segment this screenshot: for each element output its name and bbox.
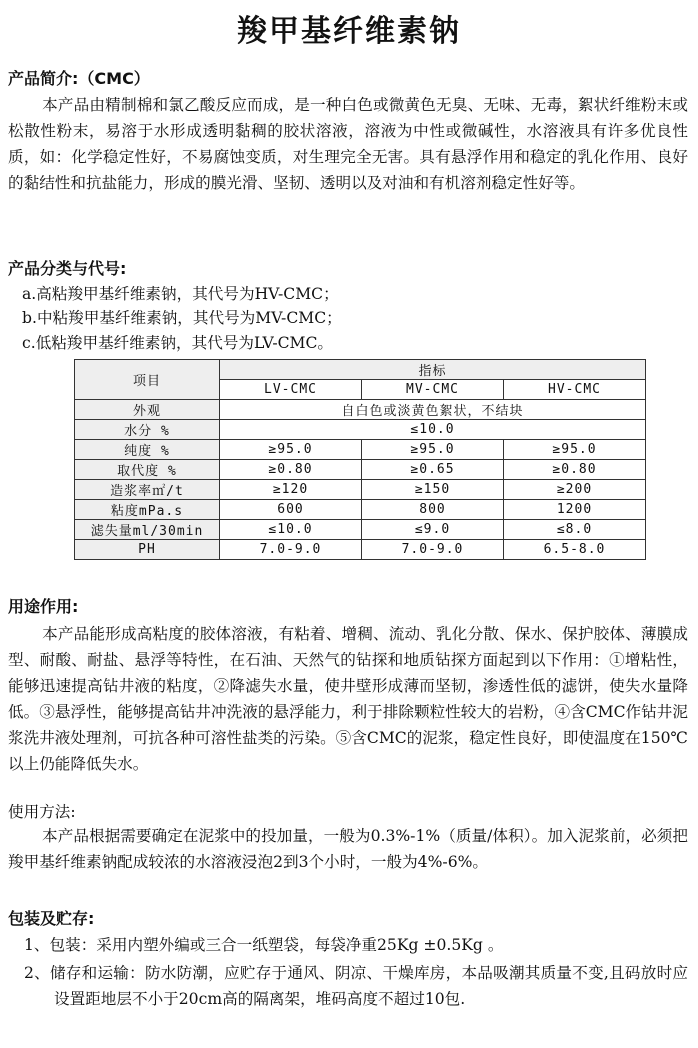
grade-lv: LV-CMC [220,380,362,400]
usage-body: 本产品能形成高粘度的胶体溶液，有粘着、增稠、流动、乳化分散、保水、保护胶体、薄膜成型、耐酸、耐盐、悬浮等特性，在石油、天然气的钻探和地质钻探方面起到以下作用：①增粘性，能够迅速提高钻井液的粘度，②降滤失水量，使井壁形成薄而坚韧，渗透性低的滤饼，使失水量降低。③悬浮性，能够提高钻井冲洗液的悬浮能力，利于排除颗粒性较大的岩粉，④含CMC作钻井泥浆洗井液处理剂，可抗各种可溶性盐类的污染。⑤含CMC的泥浆，稳定性良好，即使温度在150℃以上仍能降低失水。 [8,625,688,773]
cell-value: ≥0.65 [362,460,504,480]
cell-value: ≥95.0 [362,440,504,460]
table-row [75,520,646,540]
cell-value: 7.0-9.0 [220,540,362,560]
packaging-heading: 包装及贮存: [8,909,95,928]
grade-mv: MV-CMC [362,380,504,400]
moisture-label: 水分 % [75,420,220,440]
intro-heading: 产品简介:（CMC） [8,69,150,88]
row-label: 粘度mPa.s [75,500,220,520]
row-label: 造浆率㎡/t [75,480,220,500]
row-label: 纯度 % [75,440,220,460]
table-row [75,420,646,440]
classification-item-a: a.高粘羧甲基纤维素钠，其代号为HV-CMC； [22,285,339,303]
usage-heading: 用途作用: [8,597,79,616]
spec-table [74,359,646,560]
index-header: 指标 [220,360,646,380]
table-row [75,480,646,500]
row-label: 取代度 % [75,460,220,480]
appearance-label: 外观 [75,400,220,420]
row-label: 滤失量ml/30min [75,520,220,540]
table-row [75,460,646,480]
cell-value: 7.0-9.0 [362,540,504,560]
intro-body: 本产品由精制棉和氯乙酸反应而成，是一种白色或微黄色无臭、无味、无毒，絮状纤维粉末或松散性粉末，易溶于水形成透明黏稠的胶状溶液，溶液为中性或微碱性，水溶液具有许多优良性质，如：化学稳定性好，不易腐蚀变质，对生理完全无害。具有悬浮作用和稳定的乳化作用、良好的黏结性和抗盐能力，形成的膜光滑、坚韧、透明以及对油和有机溶剂稳定性好等。 [8,96,688,192]
cell-value: 6.5-8.0 [504,540,646,560]
row-label: PH [75,540,220,560]
moisture-value: ≤10.0 [220,420,646,440]
appearance-value: 自白色或淡黄色絮状，不结块 [220,400,646,420]
packaging-item-2: 2、储存和运输：防水防潮，应贮存于通风、阴凉、干燥库房，本品吸潮其质量不变,且码放时应设置距地层不小于20cm高的隔离架，堆码高度不超过10包. [24,964,688,1008]
method-label: 使用方法: [8,803,76,821]
cell-value: ≥120 [220,480,362,500]
packaging-item-1: 1、包装：采用内塑外编或三合一纸塑袋，每袋净重25Kg ±0.5Kg 。 [24,936,504,954]
method-paragraph [8,823,688,875]
cell-value: 1200 [504,500,646,520]
table-header-row [75,360,646,380]
method-body: 本产品根据需要确定在泥浆中的投加量，一般为0.3%-1%（质量/体积）。加入泥浆前，必须把羧甲基纤维素钠配成较浓的水溶液浸泡2到3个小时，一般为4%-6%。 [8,827,688,871]
intro-paragraph [8,92,688,196]
item-header: 项目 [75,360,220,400]
cell-value: 800 [362,500,504,520]
cell-value: ≥200 [504,480,646,500]
cell-value: ≥0.80 [504,460,646,480]
page-title: 羧甲基纤维素钠 [237,14,461,49]
cell-value: ≥150 [362,480,504,500]
cell-value: 600 [220,500,362,520]
classification-heading: 产品分类与代号: [8,259,127,278]
grade-hv: HV-CMC [504,380,646,400]
usage-paragraph [8,621,688,777]
table-row [75,540,646,560]
table-row [75,500,646,520]
table-row [75,400,646,420]
cell-value: ≥0.80 [220,460,362,480]
cell-value: ≥95.0 [504,440,646,460]
cell-value: ≤10.0 [220,520,362,540]
cell-value: ≤8.0 [504,520,646,540]
classification-item-b: b.中粘羧甲基纤维素钠，其代号为MV-CMC； [22,309,342,327]
classification-item-c: c.低粘羧甲基纤维素钠，其代号为LV-CMC。 [22,334,334,352]
table-row [75,440,646,460]
cell-value: ≤9.0 [362,520,504,540]
cell-value: ≥95.0 [220,440,362,460]
